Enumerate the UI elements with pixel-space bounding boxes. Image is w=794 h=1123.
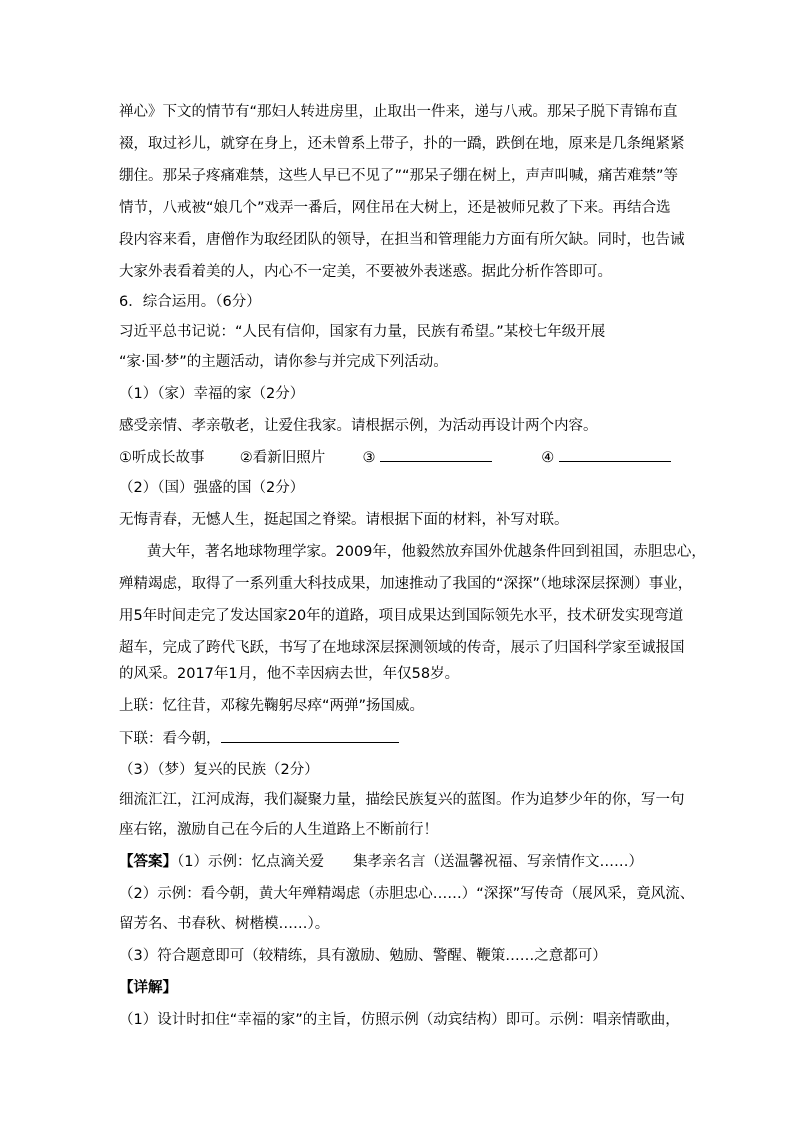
text-line: 细流汇江，江河成海，我们凝聚力量，描绘民族复兴的蓝图。作为追梦少年的你，写一句 <box>119 792 685 808</box>
detail-label: 【详解】 <box>119 980 177 996</box>
answer-line: （3）符合题意即可（较精练，具有激励、勉励、警醒、鞭策……之意都可） <box>119 948 607 964</box>
text-line: 段内容来看，唐僧作为取经团队的领导，在担当和管理能力方面有所欠缺。同时，也告诫 <box>119 232 685 248</box>
text-line: 大家外表看着美的人，内心不一定美，不要被外表迷惑。据此分析作答即可。 <box>119 264 612 280</box>
lower-couplet-blank[interactable] <box>221 728 399 743</box>
answer-line: （2）示例：看今朝，黄大年殚精竭虑（赤胆忠心……）“深探”写传奇（展风采，竟风流、 <box>119 886 695 902</box>
text-line: “家·国·梦”的主题活动，请你参与并完成下列活动。 <box>119 354 448 370</box>
text-line: 感受亲情、孝亲敬老，让爱住我家。请根据示例，为活动再设计两个内容。 <box>119 418 598 434</box>
question-heading: 6．综合运用。（6分） <box>119 294 261 310</box>
text-line: 禅心》下文的情节有“那妇人转进房里，止取出一件来，递与八戒。那呆子脱下青锦布直 <box>119 104 678 120</box>
sub-question-heading: （3）（梦）复兴的民族（2分） <box>119 762 319 778</box>
options-row <box>119 447 679 468</box>
passage-line: 的风采。2017年1月，他不幸因病去世，年仅58岁。 <box>119 666 460 682</box>
passage-line: 殚精竭虑，取得了一系列重大科技成果，加速推动了我国的“深探”（地球深层探测）事业， <box>119 576 693 592</box>
sub-question-heading: （1）（家）幸福的家（2分） <box>119 386 305 402</box>
text-line: 裰，取过衫儿，就穿在身上，还未曾系上带子，扑的一蹻，跌倒在地，原来是几条绳紧紧 <box>119 136 685 152</box>
option-4-blank[interactable] <box>559 447 671 462</box>
answer-line: 留芳名、书春秋、树楷模……）。 <box>119 916 330 932</box>
passage-line: 用5年时间走完了发达国家20年的道路，项目成果达到国际领先水平，技术研发实现弯道 <box>119 608 684 624</box>
upper-couplet: 上联：忆往昔，邓稼先鞠躬尽瘁“两弹”扬国威。 <box>119 698 425 714</box>
option-4-label: ④ <box>541 450 555 466</box>
text-line: 无悔青春，无憾人生，挺起国之脊梁。请根据下面的材料，补写对联。 <box>119 512 569 528</box>
answer-label: 【答案】 <box>119 854 177 870</box>
option-2: ②看新旧照片 <box>239 450 326 466</box>
lower-couplet-label: 下联：看今朝， <box>119 731 221 747</box>
answer-line: （1）示例：忆点滴关爱 集孝亲名言（送温馨祝福、写亲情作文……） <box>177 854 643 870</box>
text-line: 绷住。那呆子疼痛难禁，这些人早已不见了”“那呆子绷在树上，声声叫喊，痛苦难禁”等 <box>119 168 679 184</box>
passage-line: 超车，完成了跨代飞跃，书写了在地球深层探测领域的传奇，展示了归国科学家至诚报国 <box>119 640 685 656</box>
text-line: 座右铭，激励自己在今后的人生道路上不断前行！ <box>119 822 438 838</box>
detail-line: （1）设计时扣住“幸福的家”的主旨，仿照示例（动宾结构）即可。示例：唱亲情歌曲， <box>119 1012 680 1028</box>
sub-question-heading: （2）（国）强盛的国（2分） <box>119 480 305 496</box>
passage-line: 黄大年，著名地球物理学家。2009年，他毅然放弃国外优越条件回到祖国，赤胆忠心， <box>147 544 706 560</box>
option-1: ①听成长故事 <box>119 450 205 466</box>
option-3-label: ③ <box>362 450 376 466</box>
option-3-blank[interactable] <box>380 447 492 462</box>
text-line: 情节，八戒被“娘几个”戏弄一番后，网住吊在大树上，还是被师兄救了下来。再结合选 <box>119 200 671 216</box>
answer-row <box>119 852 679 872</box>
text-line: 习近平总书记说：“人民有信仰，国家有力量，民族有希望。”某校七年级开展 <box>119 324 606 340</box>
lower-couplet-row <box>119 728 679 749</box>
